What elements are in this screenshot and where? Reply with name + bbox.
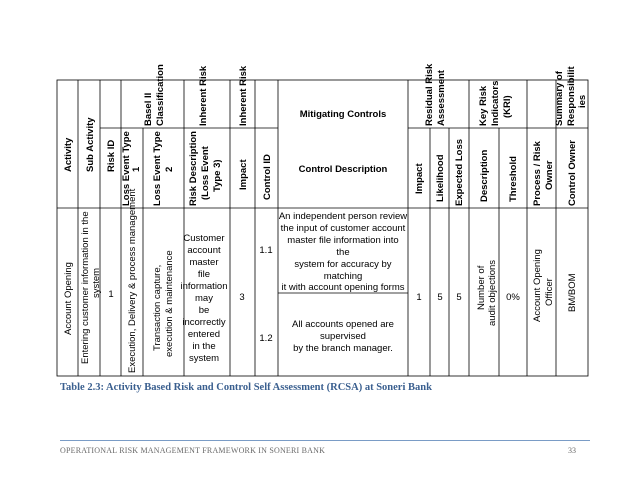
cell-control-id-1: 1.1 — [259, 245, 273, 256]
header-summary-line1: Summary of — [554, 71, 565, 126]
page-number: 33 — [568, 446, 576, 455]
header-expected-loss: Expected Loss — [454, 138, 465, 206]
control-1-line: the input of customer account — [280, 223, 406, 234]
cell-sub-activity-line1: Entering customer information in the — [80, 211, 91, 364]
control-1-line: it with account opening forms — [281, 282, 405, 293]
cell-control-description-2 — [292, 319, 394, 354]
risk-description-line: incorrectly — [182, 317, 226, 328]
cell-loss-event-type-2-line1: Transaction capture, — [152, 264, 163, 351]
footer-divider — [60, 440, 590, 441]
header-kri-line3: (KRI) — [502, 95, 513, 118]
cell-likelihood: 5 — [437, 292, 443, 303]
cell-impact: 3 — [239, 292, 245, 303]
risk-description-line: master — [189, 257, 219, 268]
risk-description-line: entered — [187, 329, 221, 340]
header-summary-line2: Responsibilit — [566, 66, 577, 126]
header-loss-event-type-1-num: 1 — [131, 166, 142, 172]
footer-title: OPERATIONAL RISK MANAGEMENT FRAMEWORK IN SONERI BANK — [60, 446, 326, 455]
header-threshold: Threshold — [508, 156, 519, 202]
control-1-line: matching — [323, 271, 363, 282]
risk-description-line: in the — [192, 341, 216, 352]
control-2-line: supervised — [320, 331, 366, 342]
risk-description-line: be — [198, 305, 210, 316]
header-impact: Impact — [238, 159, 249, 190]
header-control-id: Control ID — [262, 154, 273, 200]
cell-activity: Account Opening — [63, 262, 74, 335]
cell-residual-impact: 1 — [416, 292, 422, 303]
risk-description-line: may — [195, 293, 213, 304]
header-loss-event-type-1: Loss Event Type — [121, 131, 132, 206]
header-residual-impact: Impact — [414, 163, 425, 194]
header-risk-description-line2: (Loss Event — [200, 146, 211, 200]
control-2-line: by the branch manager. — [293, 343, 393, 354]
cell-loss-event-type-2-line2: execution & maintenance — [164, 250, 175, 357]
header-activity: Activity — [63, 137, 74, 172]
header-summary-line3: ies — [577, 94, 588, 108]
cell-kri-description-line2: audit objections — [487, 259, 498, 326]
header-risk-description-line3: Type 3) — [212, 159, 223, 192]
cell-process-owner-line2: Officer — [544, 278, 555, 306]
cell-risk-id: 1 — [108, 289, 114, 300]
header-inherent-risk: Inherent Risk — [198, 65, 209, 126]
header-control-description: Control Description — [298, 164, 388, 175]
risk-description-line: system — [188, 353, 220, 364]
risk-description-line: account — [187, 245, 221, 256]
control-1-line: An independent person review — [278, 211, 408, 222]
header-risk-description-line1: Risk Description — [188, 131, 199, 206]
header-residual-line1: Residual Risk — [424, 63, 435, 126]
control-1-line: the — [336, 247, 350, 258]
header-control-owner: Control Owner — [567, 140, 578, 206]
cell-kri-description-line1: Number of — [476, 265, 487, 310]
header-description: Description — [479, 149, 490, 202]
control-2-line: All accounts opened are — [292, 319, 394, 330]
risk-description-line: Customer — [183, 233, 225, 244]
header-basel-line1: Basel II — [143, 92, 154, 126]
header-loss-event-type-2: Loss Event Type — [152, 131, 163, 206]
control-1-line: master file information into — [287, 235, 399, 246]
header-kri-line1: Key Risk — [478, 85, 489, 126]
cell-loss-event-type-1: Execution, Delivery & process management — [127, 188, 138, 373]
cell-control-owner: BM/BOM — [567, 273, 578, 312]
cell-sub-activity-line2: system — [91, 267, 102, 298]
header-mitigating-controls: Mitigating Controls — [299, 109, 387, 120]
cell-process-owner-line1: Account Opening — [532, 249, 543, 322]
header-process-owner-line2: Owner — [544, 160, 555, 190]
header-sub-activity: Sub Activity — [85, 117, 96, 172]
risk-description-line: file — [197, 269, 211, 280]
header-inherent-risk-2: Inherent Risk — [238, 65, 249, 126]
header-process-owner-line1: Process / Risk — [532, 141, 543, 206]
cell-risk-description — [181, 233, 228, 364]
header-loss-event-type-2-num: 2 — [164, 166, 175, 172]
header-residual-line2: Assessment — [436, 70, 447, 126]
cell-threshold: 0% — [506, 292, 520, 303]
header-risk-id: Risk ID — [106, 139, 117, 172]
cell-control-description-1 — [279, 211, 407, 293]
cell-control-id-2: 1.2 — [259, 333, 273, 344]
header-kri-line2: Indicators — [490, 80, 501, 126]
risk-description-line: information — [180, 281, 228, 292]
table-caption: Table 2.3: Activity Based Risk and Control Self Assessment (RCSA) at Soneri Bank — [60, 382, 432, 393]
control-1-line: system for accuracy by — [294, 259, 392, 270]
header-likelihood: Likelihood — [435, 154, 446, 202]
cell-expected-loss: 5 — [456, 292, 462, 303]
header-basel-line2: Classification — [155, 64, 166, 126]
